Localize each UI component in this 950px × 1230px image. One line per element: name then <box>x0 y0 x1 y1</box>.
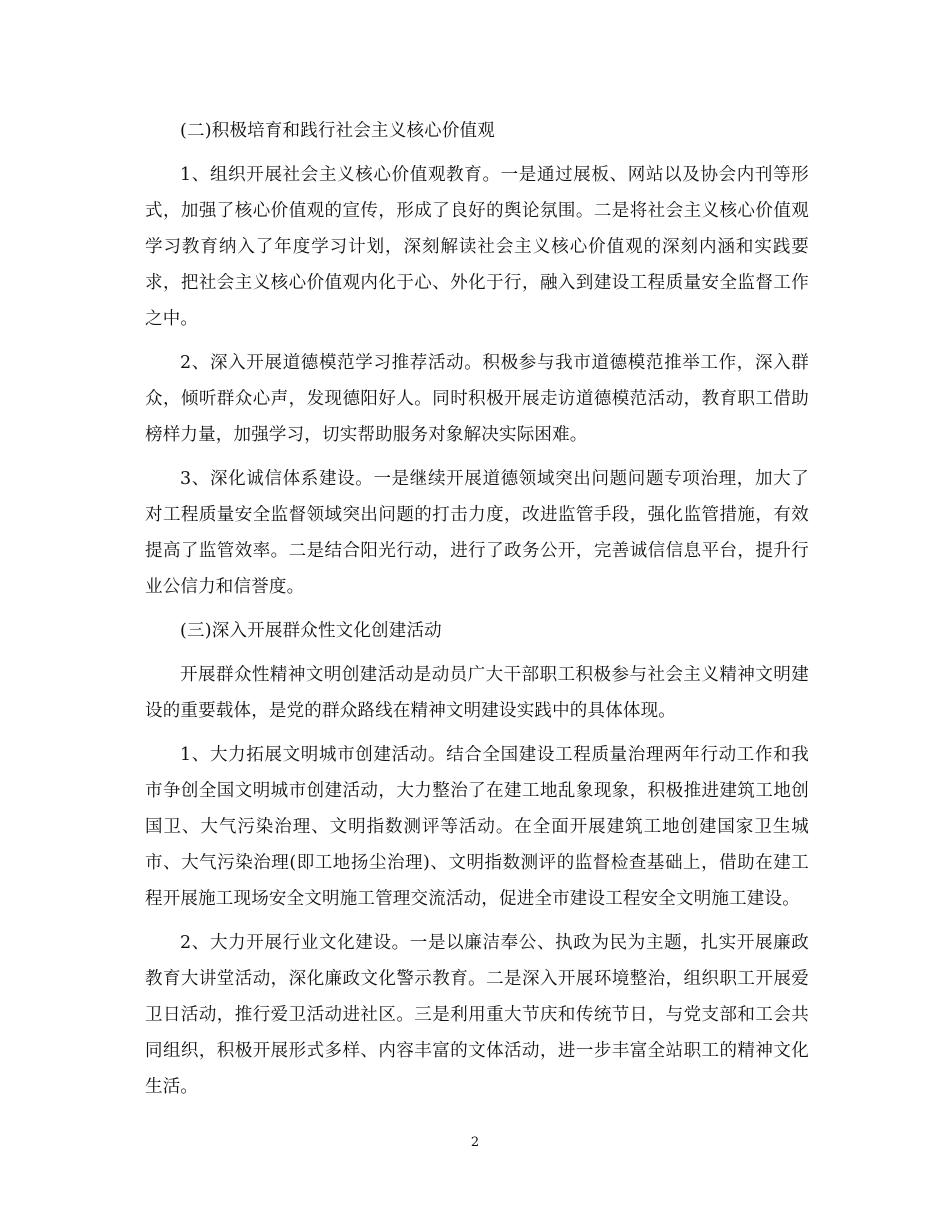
paragraph-moral-models: 2、深入开展道德模范学习推荐活动。积极参与我市道德模范推举工作，深入群众，倾听群众心声，发现德阳好人。同时积极开展走访道德模范活动，教育职工借助榜样力量，加强学习，切实帮助服务对象解决实际困难。 <box>145 353 809 445</box>
section-heading-3: (三)深入开展群众性文化创建活动 <box>180 621 442 641</box>
paragraph-mass-culture-intro: 开展群众性精神文明创建活动是动员广大干部职工积极参与社会主义精神文明建设的重要载体，是党的群众路线在精神文明建设实践中的具体体现。 <box>145 665 809 721</box>
paragraph-civilized-city: 1、大力拓展文明城市创建活动。结合全国建设工程质量治理两年行动工作和我市争创全国文明城市创建活动，大力整治了在建工地乱象现象，积极推进建筑工地创国卫、大气污染治理、文明指数测评等活动。在全面开展建筑工地创建国家卫生城市、大气污染治理(即工地扬尘治理)、文明指数测评的监督检查基础上，借助在建工程开展施工现场安全文明施工管理交流活动，促进全市建设工程安全文明施工建设。 <box>145 745 809 909</box>
paragraph-core-values-education: 1、组织开展社会主义核心价值观教育。一是通过展板、网站以及协会内刊等形式，加强了核心价值观的宣传，形成了良好的舆论氛围。二是将社会主义核心价值观学习教育纳入了年度学习计划，深刻解读社会主义核心价值观的深刻内涵和实践要求，把社会主义核心价值观内化于心、外化于行，融入到建设工程质量安全监督工作之中。 <box>145 165 809 329</box>
paragraph-industry-culture: 2、大力开展行业文化建设。一是以廉洁奉公、执政为民为主题，扎实开展廉政教育大讲堂活动，深化廉政文化警示教育。二是深入开展环境整治，组织职工开展爱卫日活动，推行爱卫活动进社区。三是利用重大节庆和传统节日，与党支部和工会共同组织，积极开展形式多样、内容丰富的文体活动，进一步丰富全站职工的精神文化生活。 <box>145 933 809 1097</box>
document-body <box>145 113 809 1113</box>
page-number: 2 <box>470 1135 480 1150</box>
paragraph-integrity-system: 3、深化诚信体系建设。一是继续开展道德领域突出问题问题专项治理，加大了对工程质量安全监督领域突出问题的打击力度，改进监管手段，强化监管措施，有效提高了监管效率。二是结合阳光行动，进行了政务公开，完善诚信信息平台，提升行业公信力和信誉度。 <box>145 469 809 597</box>
section-heading-2: (二)积极培育和践行社会主义核心价值观 <box>180 121 495 141</box>
